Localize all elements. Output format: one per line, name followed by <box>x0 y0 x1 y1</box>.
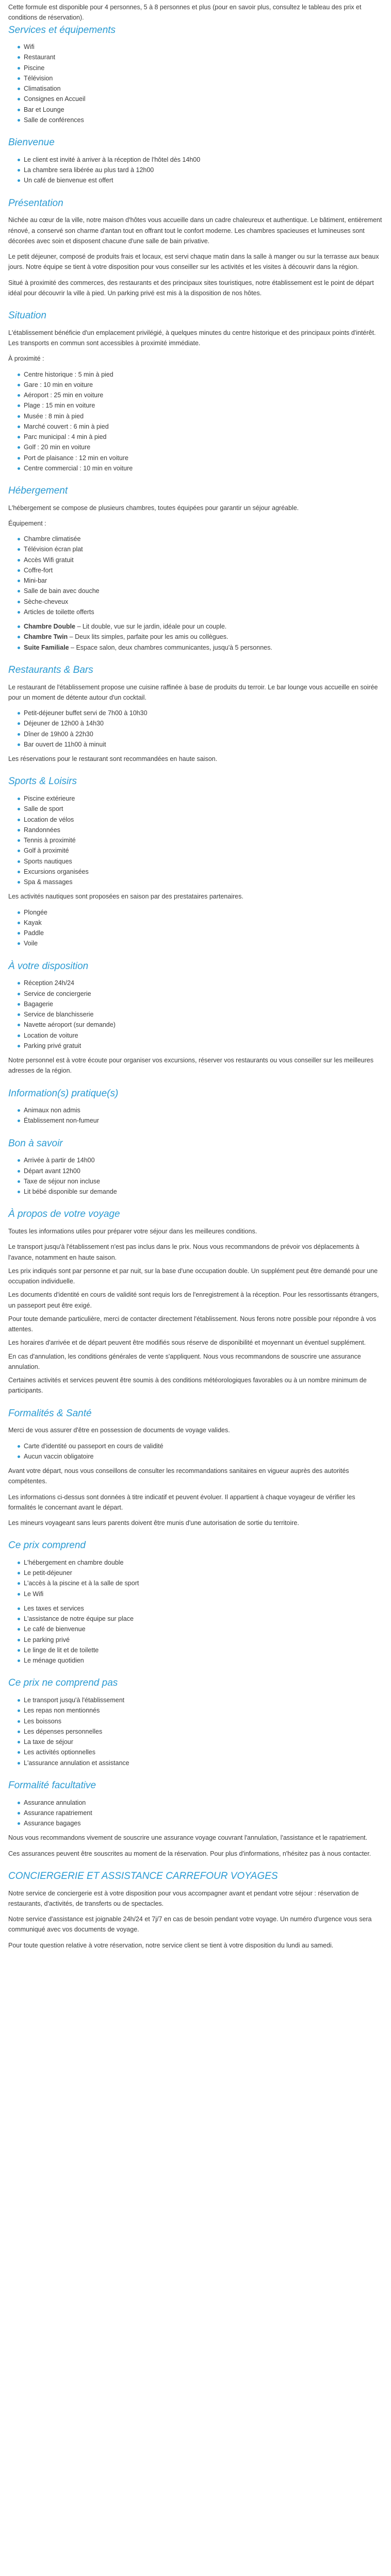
list-item: Lit bébé disponible sur demande <box>24 1187 383 1197</box>
list-item: Golf à proximité <box>24 845 383 856</box>
list-item: Bar et Lounge <box>24 105 383 115</box>
list-item: Sports nautiques <box>24 856 383 867</box>
list-item: Service de conciergerie <box>24 989 383 999</box>
room-desc: Lit double, vue sur le jardin, idéale pour un couple. <box>82 623 227 631</box>
equipment-list <box>8 534 383 617</box>
list-item: Randonnées <box>24 825 383 835</box>
distances-list <box>8 369 383 474</box>
paragraph: Les réservations pour le restaurant sont recommandées en haute saison. <box>8 755 218 763</box>
list-item: Gare : 10 min en voiture <box>24 380 383 390</box>
conciergerie-title: CONCIERGERIE ET ASSISTANCE CARREFOUR VOYAGES <box>8 1870 278 1882</box>
paragraph: Les documents d'identité en cours de validité sont requis lors de l'enregistrement à la réception. Pour les ressortissants étrangers, un passeport peut être exigé. <box>8 1291 379 1309</box>
hebergement-title: Hébergement <box>8 485 68 496</box>
facultatif-title: Formalité facultative <box>8 1780 96 1791</box>
room-name: Chambre Twin <box>24 633 68 641</box>
paragraph: Les horaires d'arrivée et de départ peuvent être modifiés sous réserve de disponibilité et moyennant un éventuel supplément. <box>8 1339 366 1347</box>
list-item: Restaurant <box>24 52 383 62</box>
decouvrir-list <box>8 978 383 1051</box>
list-item: Le transport jusqu'à l'établissement <box>24 1695 383 1705</box>
sports-list <box>8 793 383 887</box>
list-item: Salle de sport <box>24 804 383 814</box>
informations-title: Information(s) pratique(s) <box>8 1088 119 1099</box>
list-item: Kayak <box>24 918 383 928</box>
intro-text: Cette formule est disponible pour 4 personnes, 5 à 8 personnes et plus (pour en savoir plus, consultez le tableau des prix et conditions de réservation). <box>8 4 362 22</box>
list-item: Mini-bar <box>24 575 383 586</box>
non-inclus-title: Ce prix ne comprend pas <box>8 1677 118 1689</box>
paragraph: Situé à proximité des commerces, des restaurants et des principaux sites touristiques, notre établissement est le point de départ idéal pour découvrir la ville à pied. Un parking privé est mis à la disposition de nos hôtes. <box>8 279 374 297</box>
list-item: Spa & massages <box>24 877 383 887</box>
paragraph: Notre personnel est à votre écoute pour organiser vos excursions, réserver vos restaurants ou vous conseiller sur les meilleures adresses de la région. <box>8 1057 373 1075</box>
restauration-title: Restaurants & Bars <box>8 664 93 675</box>
list-item: Aucun vaccin obligatoire <box>24 1451 383 1462</box>
list-item: L'assurance annulation et assistance <box>24 1758 383 1768</box>
informations-list <box>8 1105 383 1126</box>
list-item: Service de blanchisserie <box>24 1009 383 1020</box>
list-item: Plongée <box>24 907 383 918</box>
inclus-title: Ce prix comprend <box>8 1540 86 1551</box>
list-item: Sèche-cheveux <box>24 597 383 607</box>
list-item: Le petit-déjeuner <box>24 1568 383 1578</box>
list-item: L'accès à la piscine et à la salle de sport <box>24 1578 383 1588</box>
list-item: Golf : 20 min en voiture <box>24 442 383 452</box>
room-desc: Espace salon, deux chambres communicantes, jusqu'à 5 personnes. <box>76 643 272 651</box>
facultatif-list <box>8 1798 383 1829</box>
list-item: Location de vélos <box>24 815 383 825</box>
bon-a-savoir-list <box>8 1155 383 1197</box>
list-item: Excursions organisées <box>24 867 383 877</box>
list-item: Le ménage quotidien <box>24 1655 383 1666</box>
list-item: Centre commercial : 10 min en voiture <box>24 463 383 473</box>
paragraph: Toutes les informations utiles pour préparer votre séjour dans les meilleures conditions. <box>8 1228 257 1235</box>
list-item: Télévision écran plat <box>24 544 383 554</box>
room-item: Chambre Twin – Deux lits simples, parfaite pour les amis ou collègues. <box>24 632 383 642</box>
paragraph: Notre service d'assistance est joignable 24h/24 et 7j/7 en cas de besoin pendant votre voyage. Un numéro d'urgence vous sera communiqué avec vos documents de voyage. <box>8 1916 372 1934</box>
list-item: Centre historique : 5 min à pied <box>24 369 383 380</box>
list-item: Wifi <box>24 42 383 52</box>
list-item: Port de plaisance : 12 min en voiture <box>24 453 383 463</box>
list-item: La chambre sera libérée au plus tard à 12h00 <box>24 165 383 175</box>
bienvenue-list <box>8 155 383 186</box>
apropos-title: À propos de votre voyage <box>8 1209 120 1220</box>
list-item: Carte d'identité ou passeport en cours de validité <box>24 1441 383 1451</box>
bienvenue-title: Bienvenue <box>8 137 55 148</box>
decouvrir-title: À votre disposition <box>8 960 89 972</box>
room-item: Chambre Double – Lit double, vue sur le jardin, idéale pour un couple. <box>24 621 383 632</box>
list-item: Les taxes et services <box>24 1603 383 1614</box>
paragraph: Pour toute question relative à votre réservation, notre service client se tient à votre disposition du lundi au samedi. <box>8 1941 334 1949</box>
list-item: Bar ouvert de 11h00 à minuit <box>24 739 383 750</box>
list-item: Climatisation <box>24 83 383 94</box>
list-item: Aéroport : 25 min en voiture <box>24 390 383 400</box>
list-item: Chambre climatisée <box>24 534 383 544</box>
list-item: Navette aéroport (sur demande) <box>24 1020 383 1030</box>
list-item: Les repas non mentionnés <box>24 1705 383 1716</box>
list-item: L'assistance de notre équipe sur place <box>24 1614 383 1624</box>
list-item: Musée : 8 min à pied <box>24 411 383 421</box>
room-name: Suite Familiale <box>24 643 69 651</box>
list-item: Un café de bienvenue est offert <box>24 175 383 185</box>
list-item: Assurance annulation <box>24 1798 383 1808</box>
list-item: Le Wifi <box>24 1589 383 1599</box>
sports-title: Sports & Loisirs <box>8 776 77 787</box>
distances-label: À proximité : <box>8 355 44 363</box>
bon-a-savoir-title: Bon à savoir <box>8 1138 63 1149</box>
list-item: Marché couvert : 6 min à pied <box>24 421 383 432</box>
list-item: Articles de toilette offerts <box>24 607 383 617</box>
paragraph: L'hébergement se compose de plusieurs chambres, toutes équipées pour garantir un séjour agréable. <box>8 504 299 512</box>
list-item: Assurance rapatriement <box>24 1808 383 1818</box>
situation-title: Situation <box>8 310 46 321</box>
inclus-list <box>8 1603 383 1666</box>
paragraph: Nichée au cœur de la ville, notre maison d'hôtes vous accueille dans un cadre chaleureux et authentique. Le bâtiment, entièrement rénové, a conservé son charme d'antan tout en offrant tout le confort moderne. Les chambres spacieuses et lumineuses sont décorées avec soin et disposent chacune d'une salle de bain privative. <box>8 216 382 245</box>
list-item: Dîner de 19h00 à 22h30 <box>24 729 383 739</box>
paragraph: Les mineurs voyageant sans leurs parents doivent être munis d'une autorisation de sortie du territoire. <box>8 1519 299 1527</box>
paragraph: Les prix indiqués sont par personne et par nuit, sur la base d'une occupation double. Un supplément peut être demandé pour une occupation individuelle. <box>8 1267 378 1285</box>
list-item: Bagagerie <box>24 999 383 1009</box>
list-item: Location de voiture <box>24 1030 383 1041</box>
presentation-title: Présentation <box>8 197 63 209</box>
equip-label: Équipement : <box>8 519 46 527</box>
list-item: Les dépenses personnelles <box>24 1726 383 1737</box>
list-item: Les activités optionnelles <box>24 1747 383 1757</box>
formalites-list <box>8 1441 383 1462</box>
list-item: Le client est invité à arriver à la réception de l'hôtel dès 14h00 <box>24 155 383 165</box>
paragraph: Nous vous recommandons vivement de souscrire une assurance voyage couvrant l'annulation, l'assistance et le rapatriement. <box>8 1834 368 1842</box>
list-item: Le linge de lit et de toilette <box>24 1645 383 1655</box>
list-item: Arrivée à partir de 14h00 <box>24 1155 383 1165</box>
list-item: Animaux non admis <box>24 1105 383 1115</box>
paragraph: Ces assurances peuvent être souscrites au moment de la réservation. Pour plus d'informations, n'hésitez pas à nous contacter. <box>8 1850 371 1857</box>
services-title: Services et équipements <box>8 24 116 36</box>
list-item: Établissement non-fumeur <box>24 1115 383 1126</box>
list-item: Coffre-fort <box>24 565 383 575</box>
paragraph: Les informations ci-dessus sont données à titre indicatif et peuvent évoluer. Il appartient à chaque voyageur de vérifier les formalités le concernant avant le départ. <box>8 1493 355 1511</box>
inclus-intro-list <box>8 1557 383 1599</box>
list-item: Petit-déjeuner buffet servi de 7h00 à 10h30 <box>24 708 383 718</box>
list-item: Accès Wifi gratuit <box>24 555 383 565</box>
paragraph: En cas d'annulation, les conditions générales de vente s'appliquent. Nous vous recommandons de souscrire une assurance annulation. <box>8 1352 361 1370</box>
restauration-list <box>8 708 383 750</box>
apropos-body <box>8 1242 383 1396</box>
list-item: Voile <box>24 938 383 948</box>
services-list <box>8 42 383 125</box>
paragraph: Avant votre départ, nous vous conseillons de consulter les recommandations sanitaires en vigueur auprès des autorités compétentes. <box>8 1467 349 1485</box>
room-name: Chambre Double <box>24 623 76 631</box>
sports-extra-list <box>8 907 383 949</box>
list-item: Piscine <box>24 63 383 73</box>
paragraph: L'établissement bénéficie d'un emplacement privilégié, à quelques minutes du centre historique et des principaux points d'intérêt. Les transports en commun sont accessibles à proximité immédiate. <box>8 329 376 347</box>
paragraph: Pour toute demande particulière, merci de contacter directement l'établissement. Nous ferons notre possible pour répondre à vos attentes. <box>8 1315 377 1333</box>
paragraph: Le transport jusqu'à l'établissement n'est pas inclus dans le prix. Nous vous recommandons de prévoir vos déplacements à l'avance, notamment en haute saison. <box>8 1243 360 1261</box>
list-item: Salle de bain avec douche <box>24 586 383 596</box>
list-item: Piscine extérieure <box>24 793 383 804</box>
list-item: L'hébergement en chambre double <box>24 1557 383 1568</box>
formalites-title: Formalités & Santé <box>8 1408 92 1419</box>
room-desc: Deux lits simples, parfaite pour les amis ou collègues. <box>75 633 229 641</box>
list-item: Plage : 15 min en voiture <box>24 400 383 411</box>
list-item: Le café de bienvenue <box>24 1624 383 1634</box>
list-item: La taxe de séjour <box>24 1737 383 1747</box>
list-item: Salle de conférences <box>24 115 383 125</box>
list-item: Consignes en Accueil <box>24 94 383 104</box>
paragraph: Les activités nautiques sont proposées en saison par des prestataires partenaires. <box>8 893 243 901</box>
list-item: Télévision <box>24 73 383 83</box>
paragraph: Notre service de conciergerie est à votre disposition pour vous accompagner avant et pendant votre séjour : réservation de restaurants, d'activités, de transferts ou de spectacles. <box>8 1889 359 1907</box>
rooms-list <box>8 621 383 653</box>
list-item: Parc municipal : 4 min à pied <box>24 432 383 442</box>
list-item: Départ avant 12h00 <box>24 1166 383 1176</box>
list-item: Taxe de séjour non incluse <box>24 1176 383 1187</box>
list-item: Tennis à proximité <box>24 835 383 845</box>
list-item: Parking privé gratuit <box>24 1041 383 1051</box>
list-item: Réception 24h/24 <box>24 978 383 988</box>
room-item: Suite Familiale – Espace salon, deux chambres communicantes, jusqu'à 5 personnes. <box>24 642 383 653</box>
paragraph: Le restaurant de l'établissement propose une cuisine raffinée à base de produits du terroir. Le bar lounge vous accueille en soirée pour un moment de détente autour d'un cocktail. <box>8 683 378 701</box>
list-item: Les boissons <box>24 1716 383 1726</box>
list-item: Paddle <box>24 928 383 938</box>
list-item: Assurance bagages <box>24 1818 383 1828</box>
non-inclus-list <box>8 1695 383 1768</box>
list-item: Le parking privé <box>24 1635 383 1645</box>
paragraph: Le petit déjeuner, composé de produits frais et locaux, est servi chaque matin dans la salle à manger ou sur la terrasse aux beaux jours. Notre équipe se tient à votre disposition pour vous conseiller sur les activités et les visites à découvrir dans la région. <box>8 253 379 271</box>
list-item: Déjeuner de 12h00 à 14h30 <box>24 718 383 728</box>
paragraph: Certaines activités et services peuvent être soumis à des conditions météorologiques favorables ou à un nombre minimum de participants. <box>8 1377 367 1395</box>
paragraph: Merci de vous assurer d'être en possession de documents de voyage valides. <box>8 1427 230 1434</box>
